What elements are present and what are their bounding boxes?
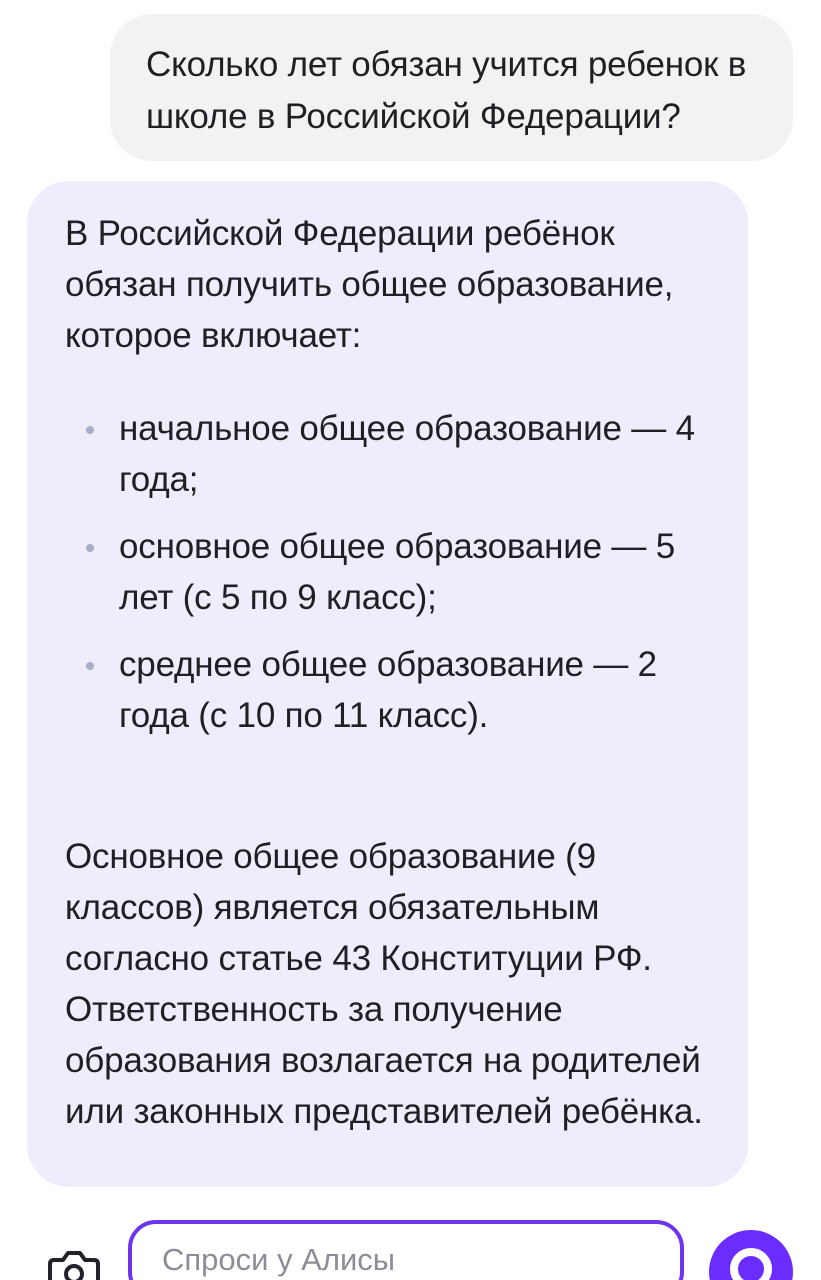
user-message-bubble xyxy=(110,14,793,161)
education-level-text: среднее общее образование — 2 года (с 10 по 11 класс). xyxy=(119,645,657,735)
bullet-point-icon xyxy=(86,662,94,670)
education-level-item xyxy=(65,639,712,741)
alice-voice-button[interactable] xyxy=(709,1230,793,1280)
bullet-point-icon xyxy=(86,544,94,552)
assistant-message-bubble xyxy=(27,181,748,1187)
camera-icon[interactable] xyxy=(46,1245,102,1280)
user-message-text: Сколько лет обязан учится ребенок в школе в Российской Федерации? xyxy=(146,45,747,136)
alice-query-input[interactable] xyxy=(128,1220,684,1280)
assistant-intro-text: В Российской Федерации ребёнок обязан получить общее образование, которое включает: xyxy=(65,214,674,355)
education-level-item xyxy=(65,521,712,623)
education-level-item xyxy=(65,403,712,505)
alice-icon xyxy=(730,1248,772,1280)
assistant-conclusion-text: Основное общее образование (9 классов) является обязательным согласно статье 43 Конституции РФ. Ответственность за получение образования возлагается на родителей или законных представителей ребёнка. xyxy=(65,837,703,1131)
education-levels-list xyxy=(65,403,712,741)
education-level-text: начальное общее образование — 4 года; xyxy=(119,409,695,499)
education-level-text: основное общее образование — 5 лет (с 5 по 9 класс); xyxy=(119,527,675,617)
bullet-point-icon xyxy=(86,426,94,434)
message-composer xyxy=(0,1218,821,1280)
